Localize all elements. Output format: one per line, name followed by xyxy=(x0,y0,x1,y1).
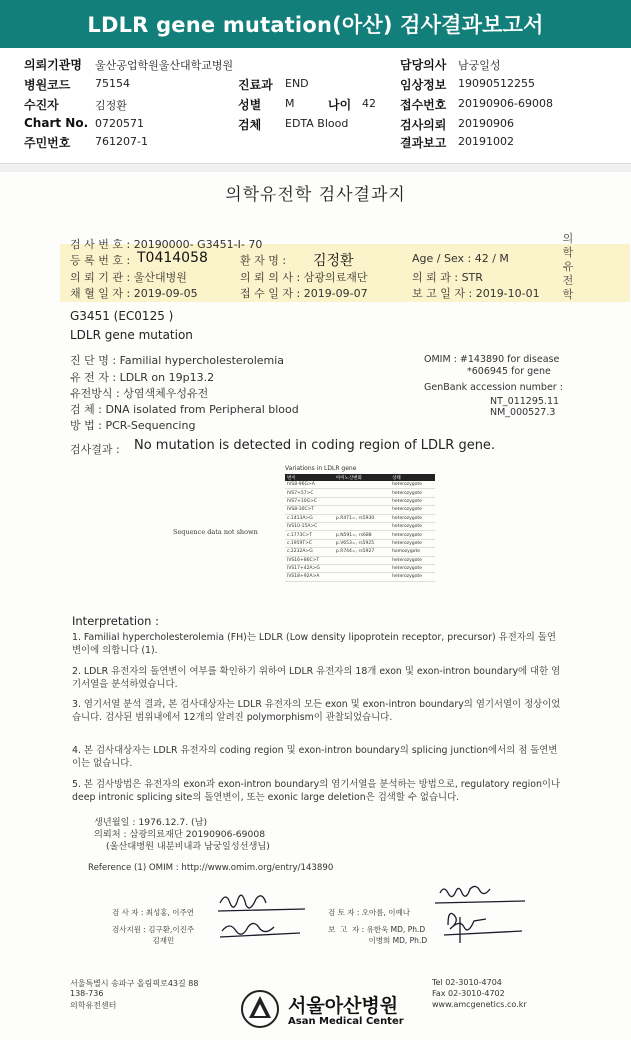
table-cell: IVS8-30C>T xyxy=(285,506,334,514)
interp-1: 1. Familial hypercholesterolemia (FH)는 LDLR (Low density lipoprotein receptor, precursor) 유전자의 돌연변이에 의합니다 (1). xyxy=(72,632,556,656)
omim-disease: OMIM : #143890 for disease xyxy=(424,354,560,365)
signature-image xyxy=(210,885,310,945)
dept-label: 진료과 xyxy=(238,78,273,92)
specimen-doc: 검 체 : DNA isolated from Peripheral blood xyxy=(70,403,299,416)
doctor-value: 남궁일성 xyxy=(458,59,501,72)
collect-date: 채 혈 일 자 : 2019-09-05 xyxy=(70,287,198,300)
request-org: 의 뢰 기 관 : 울산대병원 xyxy=(70,271,187,284)
signer-reviewer: 검 토 자 : 오아름, 이예나 xyxy=(328,908,411,917)
table-cell: IVS7+57>C xyxy=(285,489,334,497)
report-date: 보 고 일 자 : 2019-10-01 xyxy=(412,287,540,300)
table-cell: heterozygote xyxy=(390,556,435,564)
table-cell xyxy=(334,522,390,530)
patient-label-doc: 환 자 명 : xyxy=(240,254,287,267)
table-cell: heterozygote xyxy=(390,497,435,505)
chart-label: Chart No. xyxy=(24,116,89,130)
omim-gene: *606945 for gene xyxy=(467,366,551,377)
dept-value: END xyxy=(285,77,309,90)
side-char: 전 xyxy=(562,274,574,287)
report-title: LDLR gene mutation(아산) 검사결과보고서 xyxy=(0,0,631,48)
table-cell: IVS7+10G>C xyxy=(285,497,334,505)
side-char: 학 xyxy=(562,246,574,259)
table-cell: heterozygote xyxy=(390,489,435,497)
var-col-header: 변이 xyxy=(285,474,334,481)
interp-3: 3. 염기서열 분석 결과, 본 검사대상자는 LDLR 유전자의 모든 exon 및 exon-intron boundary의 염기서열이 정상이었습니다. 검사된 범위내에서 12개의 알려진 polymorphism이 관찰되었습니다. xyxy=(72,699,561,723)
exam-number: 검 사 번 호 : 20190000- G3451-I- 70 xyxy=(70,238,263,251)
table-cell: c.1413A>G xyxy=(285,514,334,522)
table-row xyxy=(285,556,435,564)
variation-title: Variations in LDLR gene xyxy=(285,465,357,472)
hospital-name-en: Asan Medical Center xyxy=(288,1016,404,1027)
sequence-note: Sequence data not shown xyxy=(173,528,258,536)
patient-value-doc: 김정환 xyxy=(313,253,354,269)
rrn-label: 주민번호 xyxy=(24,136,71,150)
address-line-2: 138-736 xyxy=(70,989,104,998)
table-row xyxy=(285,531,435,539)
receipt-date: 접 수 일 자 : 2019-09-07 xyxy=(240,287,368,300)
table-row xyxy=(285,548,435,556)
interp-4: 4. 본 검사대상자는 LDLR 유전자의 coding region 및 exon-intron boundary의 splicing junction에서의 점 돌연변이는 없습니다. xyxy=(72,745,558,769)
hospital-logo xyxy=(240,987,404,1033)
address-line-3: 의학유전센터 xyxy=(70,1001,117,1010)
result-text: No mutation is detected in coding region of LDLR gene. xyxy=(134,438,496,453)
table-cell: IVS8-96G>A xyxy=(285,481,334,489)
result-label: 결과보고 xyxy=(400,136,447,150)
inheritance: 유전방식 : 상염색체우성유전 xyxy=(70,387,209,400)
code-value: 75154 xyxy=(95,77,130,90)
table-cell: c.1959T>C xyxy=(285,539,334,547)
table-cell xyxy=(334,573,390,581)
gene: 유 전 자 : LDLR on 19p13.2 xyxy=(70,371,215,384)
table-row xyxy=(285,522,435,530)
interpretation-title: Interpretation : xyxy=(72,614,159,628)
interp-5: 5. 본 검사방법은 유전자의 exon과 exon-intron boundary의 염기서열을 분석하는 방법으로, regulatory region이나 deep intronic splicing site의 돌연변이, 또는 exonic large deletion은 검색할 수 없습니다. xyxy=(72,779,561,803)
request-label: 검사의뢰 xyxy=(400,118,447,132)
table-cell: IVS10-15A>C xyxy=(285,522,334,530)
fax: Fax 02-3010-4702 xyxy=(432,989,505,998)
specimen-value: EDTA Blood xyxy=(285,117,349,130)
receipt-value: 20190906-69008 xyxy=(458,97,553,110)
reg-value: T0414058 xyxy=(137,250,208,266)
table-cell: heterozygote xyxy=(390,481,435,489)
table-cell: heterozygote xyxy=(390,506,435,514)
table-row xyxy=(285,514,435,522)
table-cell: homozygote xyxy=(390,548,435,556)
table-cell: IVS16+86C>T xyxy=(285,556,334,564)
rrn-value: 761207-1 xyxy=(95,135,148,148)
table-cell: heterozygote xyxy=(390,564,435,572)
doc-title: 의학유전학 검사결과지 xyxy=(225,185,406,205)
test-name: LDLR gene mutation xyxy=(70,328,193,342)
table-cell: IVS17+42A>G xyxy=(285,564,334,572)
hospital-name: 서울아산병원 xyxy=(288,995,399,1017)
table-row xyxy=(285,573,435,581)
signature-image xyxy=(430,875,530,950)
table-cell: c.2232A>G xyxy=(285,548,334,556)
tel: Tel 02-3010-4704 xyxy=(432,978,502,987)
table-cell: c.1773C>T xyxy=(285,531,334,539)
table-cell: p.N591=, rs688 xyxy=(334,531,390,539)
asan-emblem-icon xyxy=(240,989,280,1029)
scanned-report xyxy=(0,172,631,1040)
table-cell: p.R471=, rs5930 xyxy=(334,514,390,522)
table-cell: heterozygote xyxy=(390,514,435,522)
code-label: 병원코드 xyxy=(24,78,71,92)
address-line-1: 서울특별시 송파구 올림픽로43길 88 xyxy=(70,979,199,988)
side-char: 학 xyxy=(562,288,574,301)
genbank-label: GenBank accession number : xyxy=(424,382,563,393)
reg-label: 등 록 번 호 : xyxy=(70,254,131,267)
result-value: 20191002 xyxy=(458,135,514,148)
requester-detail: (울산대병원 내분비내과 남궁일성선생님) xyxy=(106,841,270,852)
age-sex: Age / Sex : 42 / M xyxy=(412,252,509,265)
table-row xyxy=(285,564,435,572)
genbank-nm: NM_000527.3 xyxy=(490,407,556,418)
variation-table xyxy=(285,465,435,582)
side-char: 유 xyxy=(562,260,574,273)
table-cell: IVS18+92A>A xyxy=(285,573,334,581)
request-value: 20190906 xyxy=(458,117,514,130)
table-cell: p.V653=, rs5925 xyxy=(334,539,390,547)
result-label-doc: 검사결과 : xyxy=(70,443,120,456)
table-row xyxy=(285,497,435,505)
request-doctor: 의 뢰 의 사 : 삼광의료재단 xyxy=(240,271,368,284)
website: www.amcgenetics.co.kr xyxy=(432,1000,527,1009)
signer-tester: 검 사 자 : 최성홍, 이주연 xyxy=(112,908,195,917)
signer-support: 검사지원 : 김구환,이진주 김재민 xyxy=(112,925,195,945)
clinical-value: 19090512255 xyxy=(458,77,535,90)
hospital-label: 의뢰기관명 xyxy=(24,58,82,72)
table-cell: heterozygote xyxy=(390,539,435,547)
sex-label: 성별 xyxy=(238,98,262,112)
diagnosis: 진 단 명 : Familial hypercholesterolemia xyxy=(70,354,285,367)
table-cell xyxy=(334,564,390,572)
table-row xyxy=(285,481,435,489)
hospital-value: 울산공업학원울산대학교병원 xyxy=(95,59,234,72)
test-code: G3451 (EC0125 ) xyxy=(70,309,174,323)
side-text xyxy=(561,232,575,302)
signer-reporter: 보 고 자 : 유한욱 MD, Ph.D 이병희 MD, Ph.D xyxy=(328,925,428,945)
genbank-nt: NT_011295.11 xyxy=(490,396,560,407)
requester: 의뢰처 : 삼광의료재단 20190906-69008 xyxy=(94,829,266,840)
side-char: 의 xyxy=(562,232,574,245)
table-cell: heterozygote xyxy=(390,573,435,581)
table-cell xyxy=(334,489,390,497)
method: 방 법 : PCR-Sequencing xyxy=(70,419,196,432)
report-info-panel xyxy=(0,48,631,164)
var-col-header: 상태 xyxy=(390,474,435,481)
specimen-label: 검체 xyxy=(238,118,262,132)
receipt-label: 접수번호 xyxy=(400,98,447,112)
patient-value: 김정환 xyxy=(95,99,127,112)
reference: Reference (1) OMIM : http://www.omim.org/entry/143890 xyxy=(88,863,334,873)
table-row xyxy=(285,489,435,497)
table-cell xyxy=(334,506,390,514)
table-cell xyxy=(334,497,390,505)
variation-grid xyxy=(285,474,435,582)
interp-2: 2. LDLR 유전자의 돌연변이 여부를 확인하기 위하여 LDLR 유전자의 18개 exon 및 exon-intron boundary에 대한 염기서열을 분석하였습니다. xyxy=(72,666,561,690)
table-cell: p.R744=, rs5927 xyxy=(334,548,390,556)
age-value: 42 xyxy=(362,97,376,110)
sex-value: M xyxy=(285,97,295,110)
request-dept: 의 뢰 과 : STR xyxy=(412,271,483,284)
clinical-label: 임상정보 xyxy=(400,78,447,92)
doctor-label: 담당의사 xyxy=(400,58,447,72)
patient-label: 수진자 xyxy=(24,98,59,112)
table-cell xyxy=(334,556,390,564)
table-cell: heterozygote xyxy=(390,531,435,539)
table-row xyxy=(285,539,435,547)
table-cell: heterozygote xyxy=(390,522,435,530)
var-col-header: 아미노산변화 xyxy=(334,474,390,481)
table-row xyxy=(285,506,435,514)
table-cell xyxy=(334,481,390,489)
age-label: 나이 xyxy=(328,98,352,112)
chart-value: 0720571 xyxy=(95,117,144,130)
birth-date: 생년월일 : 1976.12.7. (남) xyxy=(94,817,208,828)
